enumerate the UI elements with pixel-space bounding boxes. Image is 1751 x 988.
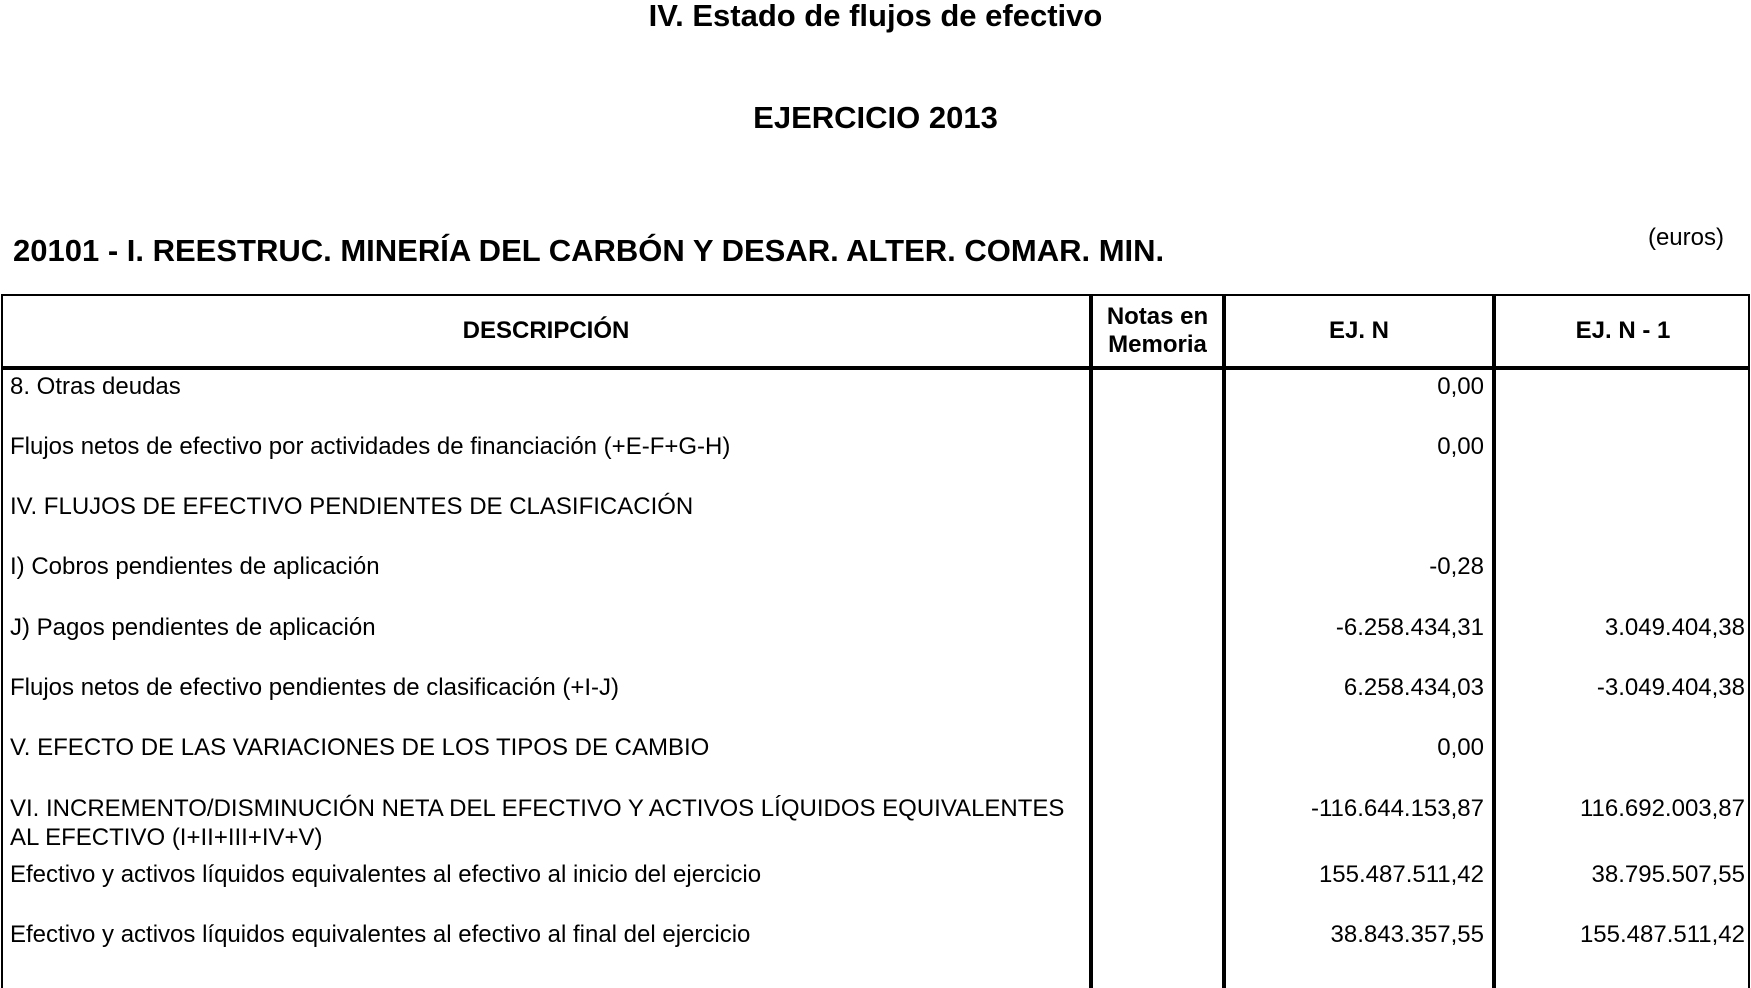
row-value-current-year: -116.644.153,87: [1310, 795, 1484, 822]
row-value-current-year: 0,00: [1437, 433, 1484, 460]
row-value-current-year: -0,28: [1429, 553, 1484, 580]
column-header-previous-year: EJ. N - 1: [1575, 317, 1671, 344]
row-description: J) Pagos pendientes de aplicación: [10, 614, 376, 641]
entity-heading: 20101 - I. REESTRUC. MINERÍA DEL CARBÓN Y DESAR. ALTER. COMAR. MIN.: [13, 233, 1165, 268]
row-description: Efectivo y activos líquidos equivalentes al efectivo al final del ejercicio: [10, 921, 751, 948]
row-description: Flujos netos de efectivo pendientes de clasificación (+I-J): [10, 674, 619, 701]
row-description: VI. INCREMENTO/DISMINUCIÓN NETA DEL EFECTIVO Y ACTIVOS LÍQUIDOS EQUIVALENTES AL EFECTIVO (I+II+III+IV+V): [10, 795, 1065, 851]
column-header-current-year: EJ. N: [1328, 317, 1390, 344]
column-header-notes: Notas en Memoria: [1106, 303, 1209, 358]
fiscal-year-heading: EJERCICIO 2013: [753, 100, 998, 135]
cash-flow-table: [1, 294, 1750, 988]
header-divider: [3, 366, 1748, 370]
row-value-current-year: -6.258.434,31: [1335, 614, 1484, 641]
row-description: V. EFECTO DE LAS VARIACIONES DE LOS TIPOS DE CAMBIO: [10, 734, 710, 761]
row-description: Efectivo y activos líquidos equivalentes al efectivo al inicio del ejercicio: [10, 861, 762, 888]
row-value-current-year: 0,00: [1437, 373, 1484, 400]
row-value-previous-year: 38.795.507,55: [1591, 861, 1745, 888]
row-value-current-year: 38.843.357,55: [1330, 921, 1484, 948]
row-value-current-year: 0,00: [1437, 734, 1484, 761]
page-title: IV. Estado de flujos de efectivo: [648, 0, 1103, 33]
row-value-current-year: 155.487.511,42: [1318, 861, 1484, 888]
row-value-previous-year: 155.487.511,42: [1579, 921, 1745, 948]
row-description: IV. FLUJOS DE EFECTIVO PENDIENTES DE CLASIFICACIÓN: [10, 493, 694, 520]
column-header-description: DESCRIPCIÓN: [462, 317, 630, 344]
row-description: I) Cobros pendientes de aplicación: [10, 553, 380, 580]
column-divider: [1089, 296, 1093, 988]
row-value-previous-year: -3.049.404,38: [1596, 674, 1745, 701]
row-value-current-year: 6.258.434,03: [1343, 674, 1484, 701]
row-description: 8. Otras deudas: [10, 373, 181, 400]
row-value-previous-year: 116.692.003,87: [1579, 795, 1745, 822]
row-value-previous-year: 3.049.404,38: [1604, 614, 1745, 641]
currency-unit-label: (euros): [1647, 224, 1724, 251]
row-description: Flujos netos de efectivo por actividades de financiación (+E-F+G-H): [10, 433, 731, 460]
